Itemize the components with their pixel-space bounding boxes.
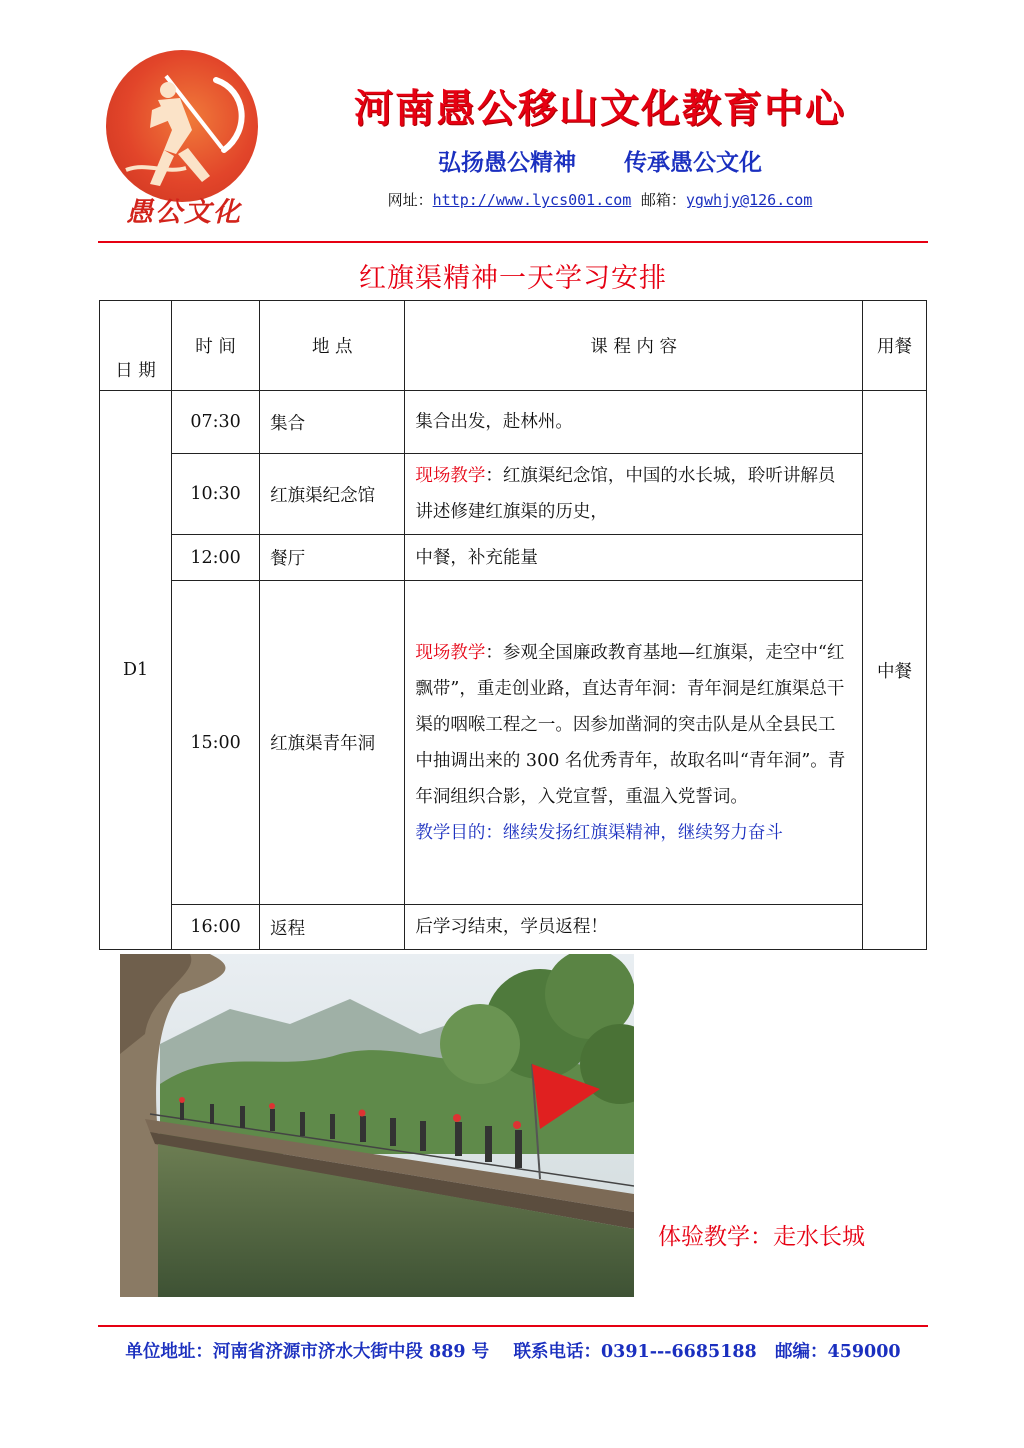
onsite-teaching-label: 现场教学 bbox=[415, 466, 486, 486]
onsite-teaching-label: 现场教学 bbox=[415, 642, 486, 663]
table-row bbox=[100, 535, 927, 581]
place-cell: 餐厅 bbox=[260, 535, 405, 581]
doc-title: 红旗渠精神一天学习安排 bbox=[359, 263, 667, 294]
content-cell: 中餐，补充能量 bbox=[405, 535, 863, 581]
place-cell: 红旗渠纪念馆 bbox=[260, 454, 405, 535]
time-cell: 16:00 bbox=[172, 905, 260, 950]
email-link[interactable]: ygwhjy@126.com bbox=[685, 191, 813, 209]
table-row bbox=[100, 581, 927, 905]
email-label: 邮箱： bbox=[640, 191, 686, 209]
header-content: 课 程 内 容 bbox=[405, 301, 863, 391]
header-meal: 用餐 bbox=[862, 301, 926, 391]
contact-line bbox=[290, 189, 910, 210]
content-text: ：红旗渠纪念馆，中国的水长城，聆听讲解员讲述修建红旗渠的历史， bbox=[415, 466, 836, 522]
photo-caption: 体验教学：走水长城 bbox=[658, 1224, 865, 1250]
content-text: ：参观全国廉政教育基地—红旗渠，走空中“红飘带”，重走创业路，直达青年洞：青年洞是红旗渠总干渠的咽喉工程之一。因参加凿洞的突击队是从全县民工中抽调出来的 300 名优秀青年，故取名叫“青年洞”。青年洞组织合影，入党宣誓，重温入党誓词。 bbox=[415, 642, 846, 807]
time-cell: 07:30 bbox=[172, 391, 260, 454]
table-header-row bbox=[100, 301, 927, 391]
day-cell: D1 bbox=[100, 391, 172, 950]
place-cell: 红旗渠青年洞 bbox=[260, 581, 405, 905]
content-cell: 后学习结束，学员返程！ bbox=[405, 905, 863, 950]
header-time: 时 间 bbox=[172, 301, 260, 391]
logo bbox=[106, 50, 258, 232]
place-cell: 集合 bbox=[260, 391, 405, 454]
footer-address: 单位地址：河南省济源市济水大街中段 889 号 联系电话：0391---6685188 邮编：459000 bbox=[125, 1342, 901, 1362]
time-cell: 12:00 bbox=[172, 535, 260, 581]
logo-emblem bbox=[106, 50, 258, 202]
content-cell bbox=[405, 581, 863, 905]
teaching-goal: 教学目的：继续发扬红旗渠精神，继续努力奋斗 bbox=[415, 822, 783, 843]
slogan: 弘扬愚公精神 传承愚公文化 bbox=[437, 150, 763, 176]
header-date: 日 期 bbox=[100, 301, 172, 391]
table-row bbox=[100, 454, 927, 535]
header-divider bbox=[98, 241, 928, 243]
photo-water-great-wall bbox=[120, 954, 634, 1297]
table-row bbox=[100, 391, 927, 454]
content-cell: 集合出发，赴林州。 bbox=[405, 391, 863, 454]
website-link[interactable]: http://www.lycs001.com bbox=[432, 191, 632, 209]
time-cell: 10:30 bbox=[172, 454, 260, 535]
footer-divider bbox=[98, 1325, 928, 1327]
table-row bbox=[100, 905, 927, 950]
schedule-table bbox=[99, 300, 927, 950]
time-cell: 15:00 bbox=[172, 581, 260, 905]
header-place: 地 点 bbox=[260, 301, 405, 391]
logo-text: 愚公文化 bbox=[126, 197, 242, 228]
org-title: 河南愚公移山文化教育中心 bbox=[353, 87, 846, 132]
place-cell: 返程 bbox=[260, 905, 405, 950]
content-cell bbox=[405, 454, 863, 535]
website-label: 网址： bbox=[387, 191, 433, 209]
meal-cell: 中餐 bbox=[862, 391, 926, 950]
